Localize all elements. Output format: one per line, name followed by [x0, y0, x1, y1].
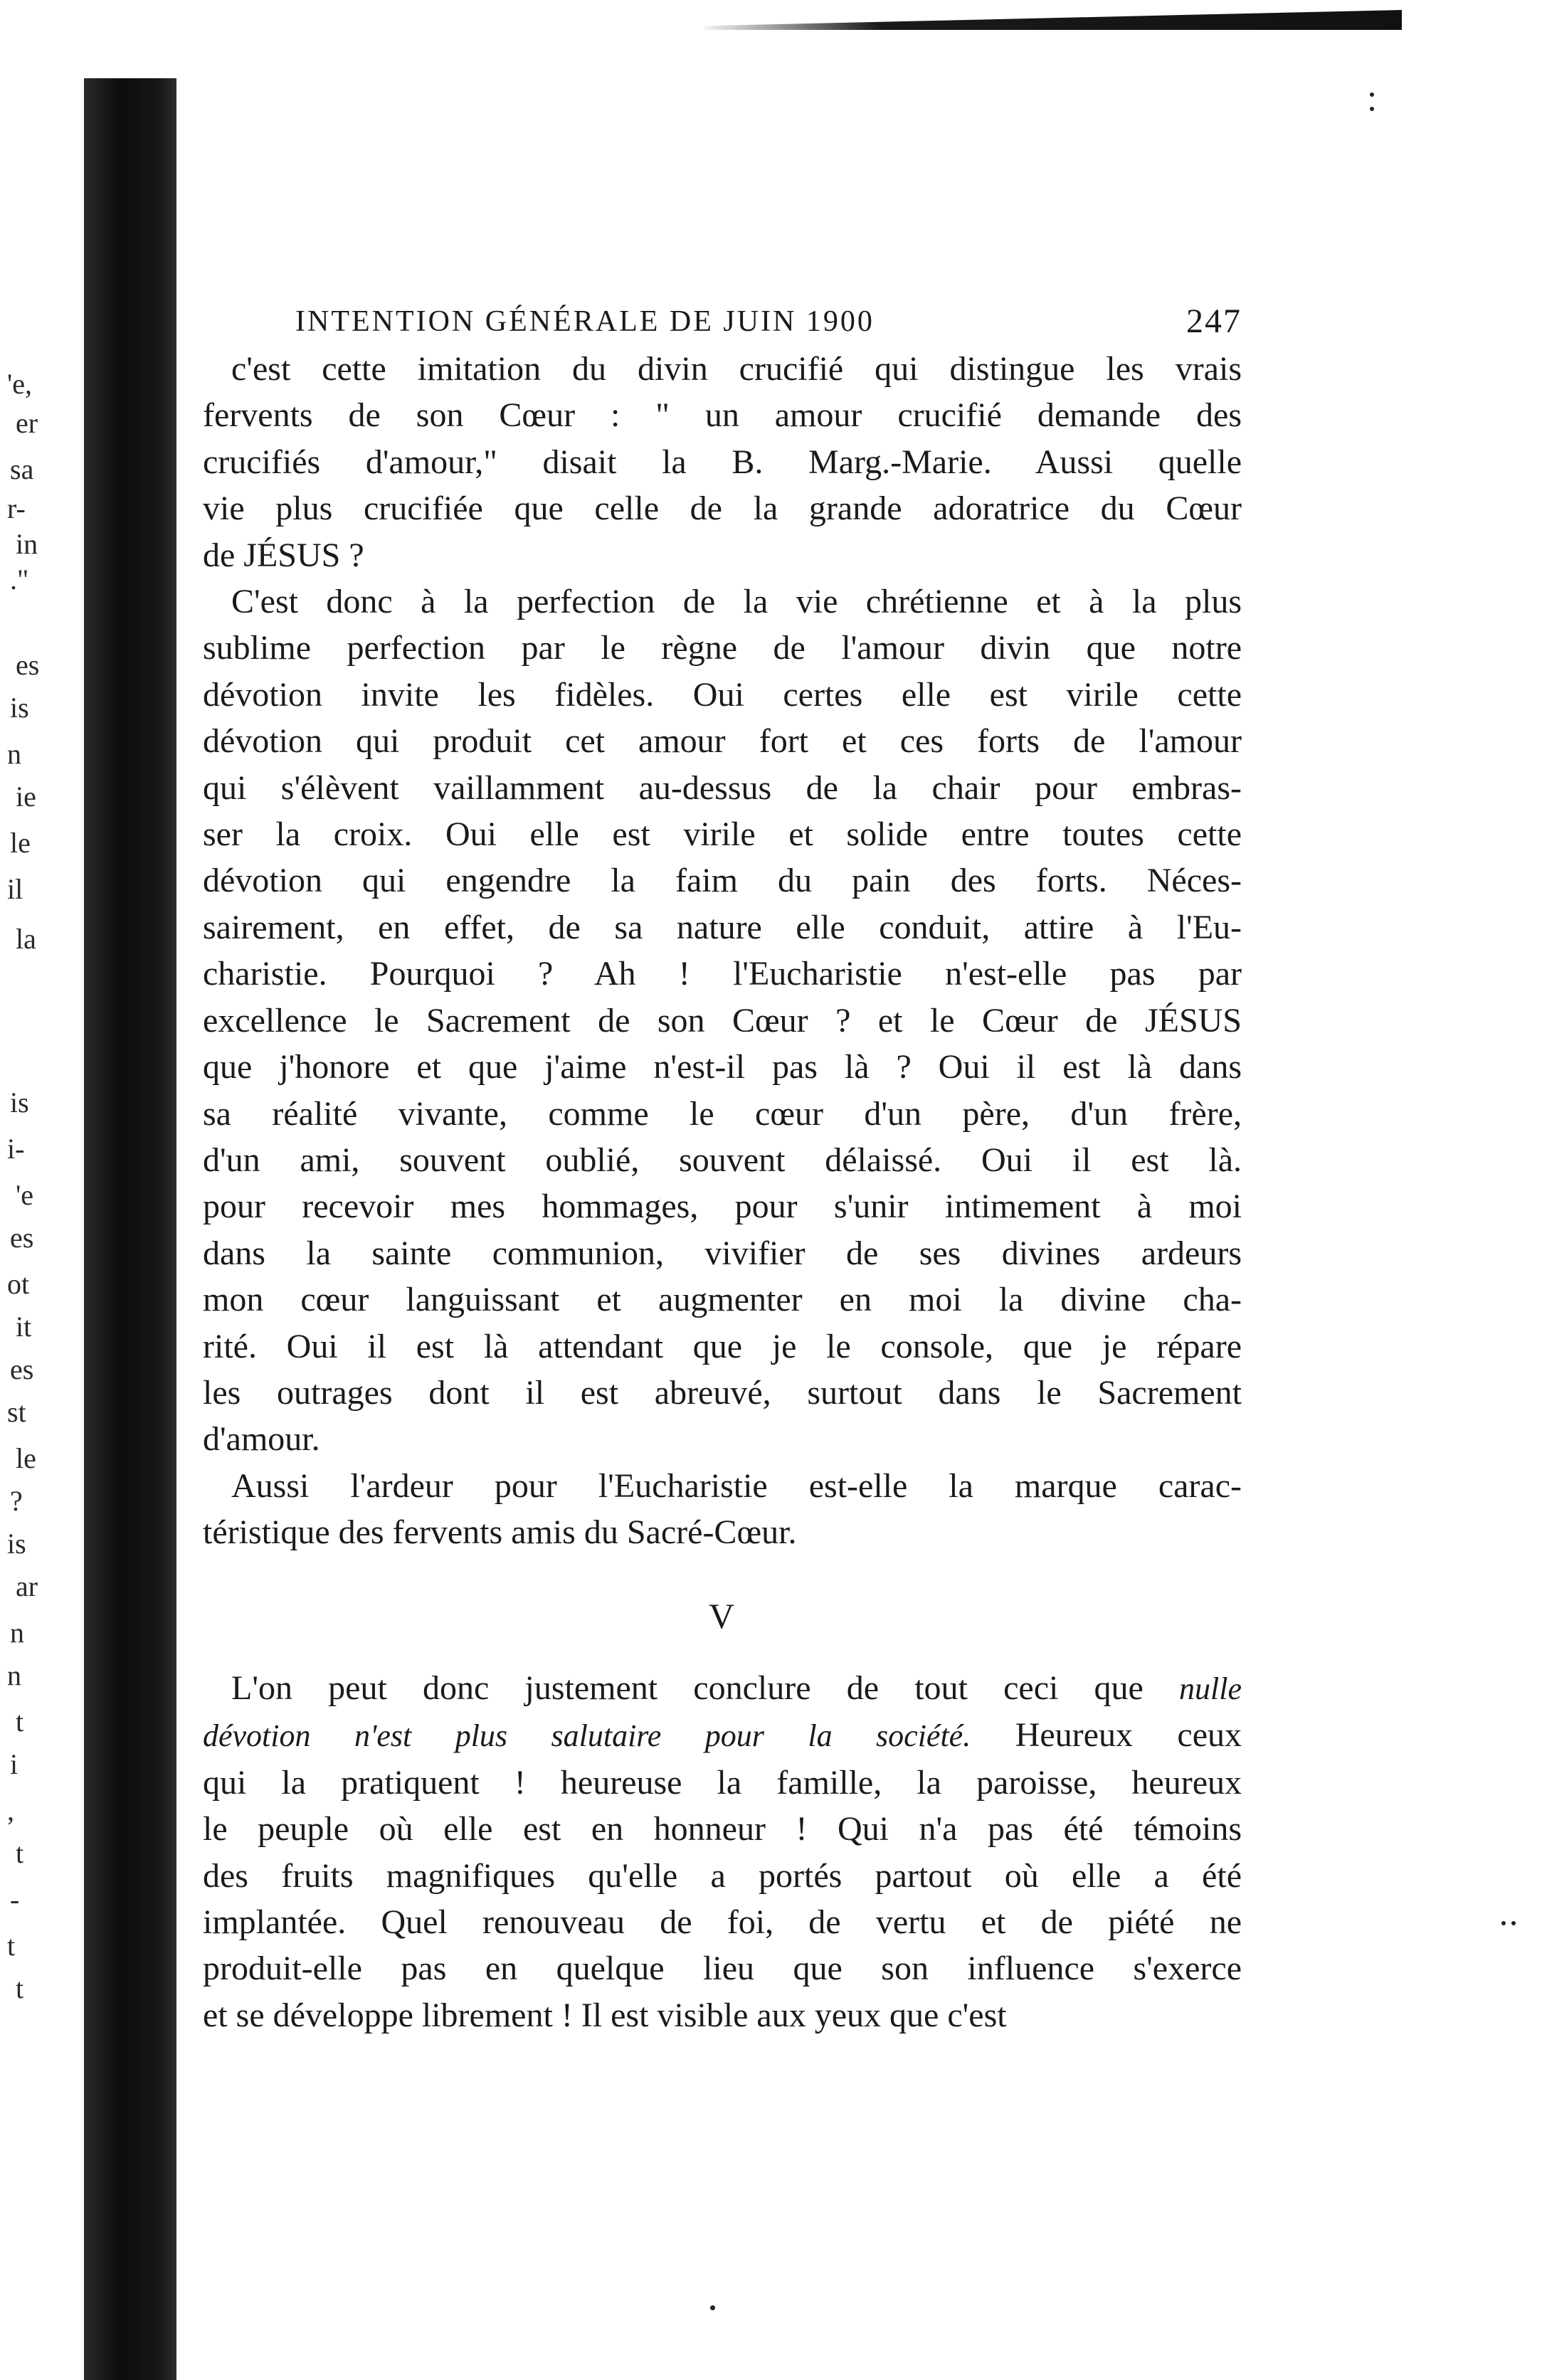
adjacent-page-fragment-text: t	[7, 1930, 16, 1962]
adjacent-page-fragment-text: ot	[7, 1268, 30, 1300]
binding-shadow	[84, 78, 176, 2380]
text-line: charistie. Pourquoi ? Ah ! l'Eucharistie n'est-elle pas par	[203, 955, 1242, 993]
scan-speck	[1501, 1921, 1506, 1925]
text-line: rité. Oui il est là attendant que je le console, que je répare	[203, 1327, 1242, 1365]
adjacent-page-fragment-text: t	[16, 1705, 24, 1738]
adjacent-page-fragment-text: it	[16, 1311, 32, 1343]
page-number: 247	[1186, 302, 1242, 340]
adjacent-page-fragment-text: is	[10, 1086, 29, 1118]
text-span: L'on peut donc justement conclure de tout ceci que	[231, 1668, 1144, 1707]
adjacent-page-fragment-text: -	[10, 1883, 20, 1915]
adjacent-page-fragment-text: le	[16, 1442, 36, 1474]
adjacent-page-fragment-text: le	[10, 827, 31, 859]
adjacent-page-fragment-text: er	[16, 407, 38, 439]
adjacent-page-fragment-text: is	[10, 692, 29, 724]
adjacent-page-fragment-text: es	[16, 649, 40, 681]
scan-speck	[710, 2305, 715, 2310]
text-line: dans la sainte communion, vivifier de ses divines ardeurs	[203, 1234, 1242, 1272]
text-line: sa réalité vivante, comme le cœur d'un père, d'un frère,	[203, 1094, 1242, 1133]
adjacent-page-fragment-text: in	[16, 528, 38, 560]
running-head	[203, 292, 1242, 346]
adjacent-page-fragment-text: t	[16, 1837, 24, 1869]
adjacent-page-fragment-text: 'e,	[7, 370, 32, 400]
adjacent-page-fragment-text: n	[7, 738, 21, 770]
text-line: dévotion qui engendre la faim du pain des forts. Néces-	[203, 862, 1242, 900]
text-line: pour recevoir mes hommages, pour s'unir intimement à moi	[203, 1188, 1242, 1226]
section-heading: V	[708, 1595, 736, 1636]
adjacent-page-fragment-text: n	[7, 1659, 21, 1691]
adjacent-page-fragment-text: sa	[10, 453, 34, 485]
text-line: sublime perfection par le règne de l'amour divin que notre	[203, 629, 1242, 667]
adjacent-page-fragment-text: ."	[10, 564, 29, 596]
paragraph-continuation	[203, 1760, 1242, 2038]
text-line: C'est donc à la perfection de la vie chrétienne et à la plus	[231, 583, 1242, 621]
text-line: crucifiés d'amour," disait la B. Marg.-Marie. Aussi quelle	[203, 443, 1242, 481]
adjacent-page-fragment-text: is	[7, 1528, 26, 1560]
text-line: fervents de son Cœur : " un amour crucifié demande des	[203, 396, 1242, 435]
text-line: qui la pratiquent ! heureuse la famille, la paroisse, heureux	[203, 1763, 1242, 1802]
paragraph	[203, 1463, 1242, 1556]
adjacent-page-fragment-text: n	[10, 1617, 24, 1649]
text-line: dévotion qui produit cet amour fort et ces forts de l'amour	[203, 722, 1242, 761]
text-line	[203, 1665, 1242, 1712]
text-line: dévotion invite les fidèles. Oui certes elle est virile cette	[203, 675, 1242, 714]
adjacent-page-fragment-text: t	[16, 1972, 24, 2004]
adjacent-page-fragment-text: ie	[16, 781, 36, 813]
scan-speck	[1370, 107, 1374, 111]
adjacent-page-fragment-text: st	[7, 1396, 26, 1428]
italic-text: nulle	[1179, 1671, 1242, 1706]
adjacent-page-fragment-text: i	[10, 1748, 19, 1780]
text-line: et se développe librement ! Il est visible aux yeux que c'est	[203, 1996, 1007, 2034]
adjacent-page-fragment-text: i-	[7, 1133, 25, 1165]
text-line: d'un ami, souvent oublié, souvent délaissé. Oui il est là.	[203, 1141, 1242, 1179]
adjacent-page-fragment	[0, 370, 82, 2078]
adjacent-page-fragment-text: r-	[7, 492, 26, 524]
paragraph	[203, 346, 1242, 578]
adjacent-page-fragment-text: ar	[16, 1570, 38, 1602]
body-text	[203, 346, 1242, 2038]
text-span: Heureux ceux	[1015, 1716, 1242, 1755]
text-line: mon cœur languissant et augmenter en moi la divine cha-	[203, 1281, 1242, 1319]
text-line: de JÉSUS ?	[203, 536, 364, 574]
scan-speck	[1511, 1921, 1516, 1925]
adjacent-page-fragment-text: ,	[7, 1794, 14, 1826]
text-line: d'amour.	[203, 1420, 320, 1459]
adjacent-page-fragment-text: la	[16, 923, 36, 955]
text-line: qui s'élèvent vaillamment au-dessus de la chair pour embras-	[203, 768, 1242, 807]
text-line: que j'honore et que j'aime n'est-il pas là ? Oui il est là dans	[203, 1048, 1242, 1086]
adjacent-page-fragment-text: 'e	[16, 1179, 33, 1211]
adjacent-page-fragment-text: es	[10, 1353, 34, 1385]
text-line: sairement, en effet, de sa nature elle conduit, attire à l'Eu-	[203, 908, 1242, 946]
text-line: c'est cette imitation du divin crucifié qui distingue les vrais	[231, 350, 1242, 388]
text-line: des fruits magnifiques qu'elle a portés partout où elle a été	[203, 1856, 1242, 1895]
text-line: téristique des fervents amis du Sacré-Cœur.	[203, 1513, 797, 1552]
text-line	[203, 1712, 1242, 1759]
adjacent-page-fragment-text: es	[10, 1222, 34, 1254]
italic-text: dévotion n'est plus salutaire pour la société.	[203, 1718, 971, 1754]
paragraph	[203, 1665, 1242, 1760]
adjacent-page-fragment-text: ?	[10, 1485, 23, 1517]
running-head-title: INTENTION GÉNÉRALE DE JUIN 1900	[295, 305, 875, 338]
adjacent-page-fragment-text: il	[7, 873, 23, 905]
text-line: le peuple où elle est en honneur ! Qui n'a pas été témoins	[203, 1810, 1242, 1849]
scan-speck	[1370, 92, 1374, 97]
text-line: implantée. Quel renouveau de foi, de vertu et de piété ne	[203, 1903, 1242, 1941]
text-line: produit-elle pas en quelque lieu que son influence s'exerce	[203, 1950, 1242, 1988]
scan-top-rule	[704, 10, 1402, 30]
text-line: les outrages dont il est abreuvé, surtout dans le Sacrement	[203, 1373, 1242, 1412]
book-page	[203, 292, 1242, 2038]
text-line: excellence le Sacrement de son Cœur ? et le Cœur de JÉSUS	[203, 1001, 1242, 1040]
text-line: Aussi l'ardeur pour l'Eucharistie est-elle la marque carac-	[231, 1466, 1242, 1505]
text-line: ser la croix. Oui elle est virile et solide entre toutes cette	[203, 815, 1242, 854]
text-line: vie plus crucifiée que celle de la grande adoratrice du Cœur	[203, 490, 1242, 528]
paragraph	[203, 578, 1242, 1463]
